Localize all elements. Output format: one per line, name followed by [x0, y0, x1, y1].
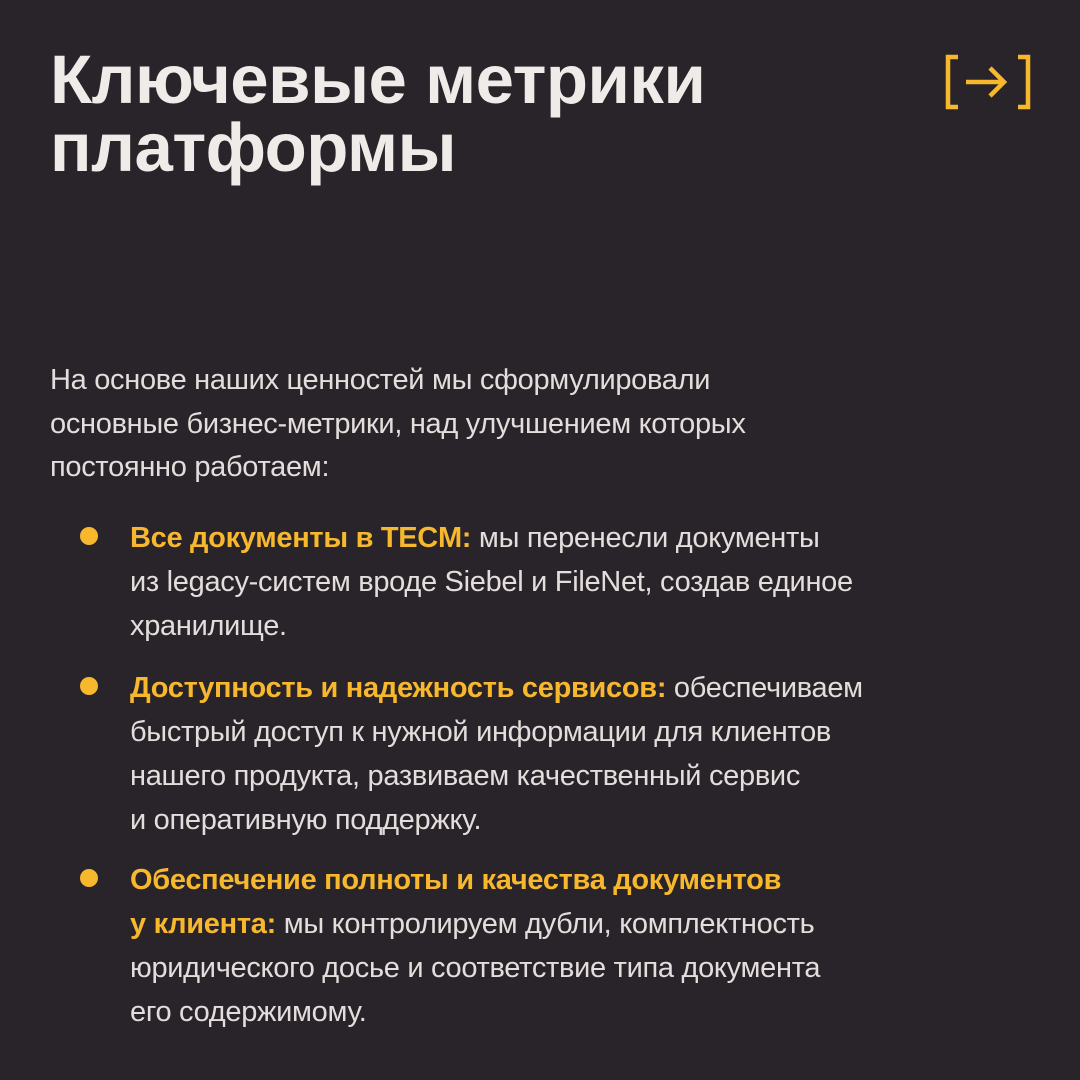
- metric-item-line: [130, 516, 970, 560]
- metric-item-text: [130, 858, 970, 1034]
- bullet-dot: [80, 677, 98, 695]
- metric-item-text: [130, 666, 970, 842]
- metric-item-heading: Доступность и надежность сервисов:: [130, 672, 667, 704]
- metric-item-heading: у клиента:: [130, 908, 276, 940]
- metric-item-line: из legacy-систем вроде Siebel и FileNet, создав единое: [130, 566, 853, 598]
- metric-item-body: мы контролируем дубли, комплектность: [275, 908, 815, 940]
- bullet-dot: [80, 527, 98, 545]
- metric-item-line: и оперативную поддержку.: [130, 804, 482, 836]
- metric-item-heading: Обеспечение полноты и качества документов: [130, 864, 782, 896]
- metric-item-text: [130, 516, 970, 648]
- title-line-1: Ключевые метрики: [50, 41, 706, 118]
- page-title: [50, 41, 870, 186]
- bracket-arrow-icon: [944, 54, 1032, 110]
- metric-item-line: [130, 902, 970, 946]
- metric-item-line: юридического досье и соответствие типа документа: [130, 952, 821, 984]
- metric-item-line: [130, 666, 970, 710]
- bullet-dot: [80, 869, 98, 887]
- intro-line-1: На основе наших ценностей мы сформулировали: [50, 364, 711, 396]
- intro-paragraph: [50, 359, 910, 490]
- intro-line-3: постоянно работаем:: [50, 451, 330, 483]
- title-line-2: платформы: [50, 109, 456, 186]
- metric-item-line: нашего продукта, развиваем качественный сервис: [130, 760, 801, 792]
- metric-item-line: его содержимому.: [130, 996, 367, 1028]
- metric-item-line: хранилище.: [130, 610, 287, 642]
- metric-item-body: обеспечиваем: [666, 672, 863, 704]
- metric-item-heading: Все документы в TECM:: [130, 522, 472, 554]
- metric-item-body: мы перенесли документы: [471, 522, 820, 554]
- intro-line-2: основные бизнес-метрики, над улучшением которых: [50, 407, 746, 440]
- metric-item-line: быстрый доступ к нужной информации для клиентов: [130, 716, 832, 748]
